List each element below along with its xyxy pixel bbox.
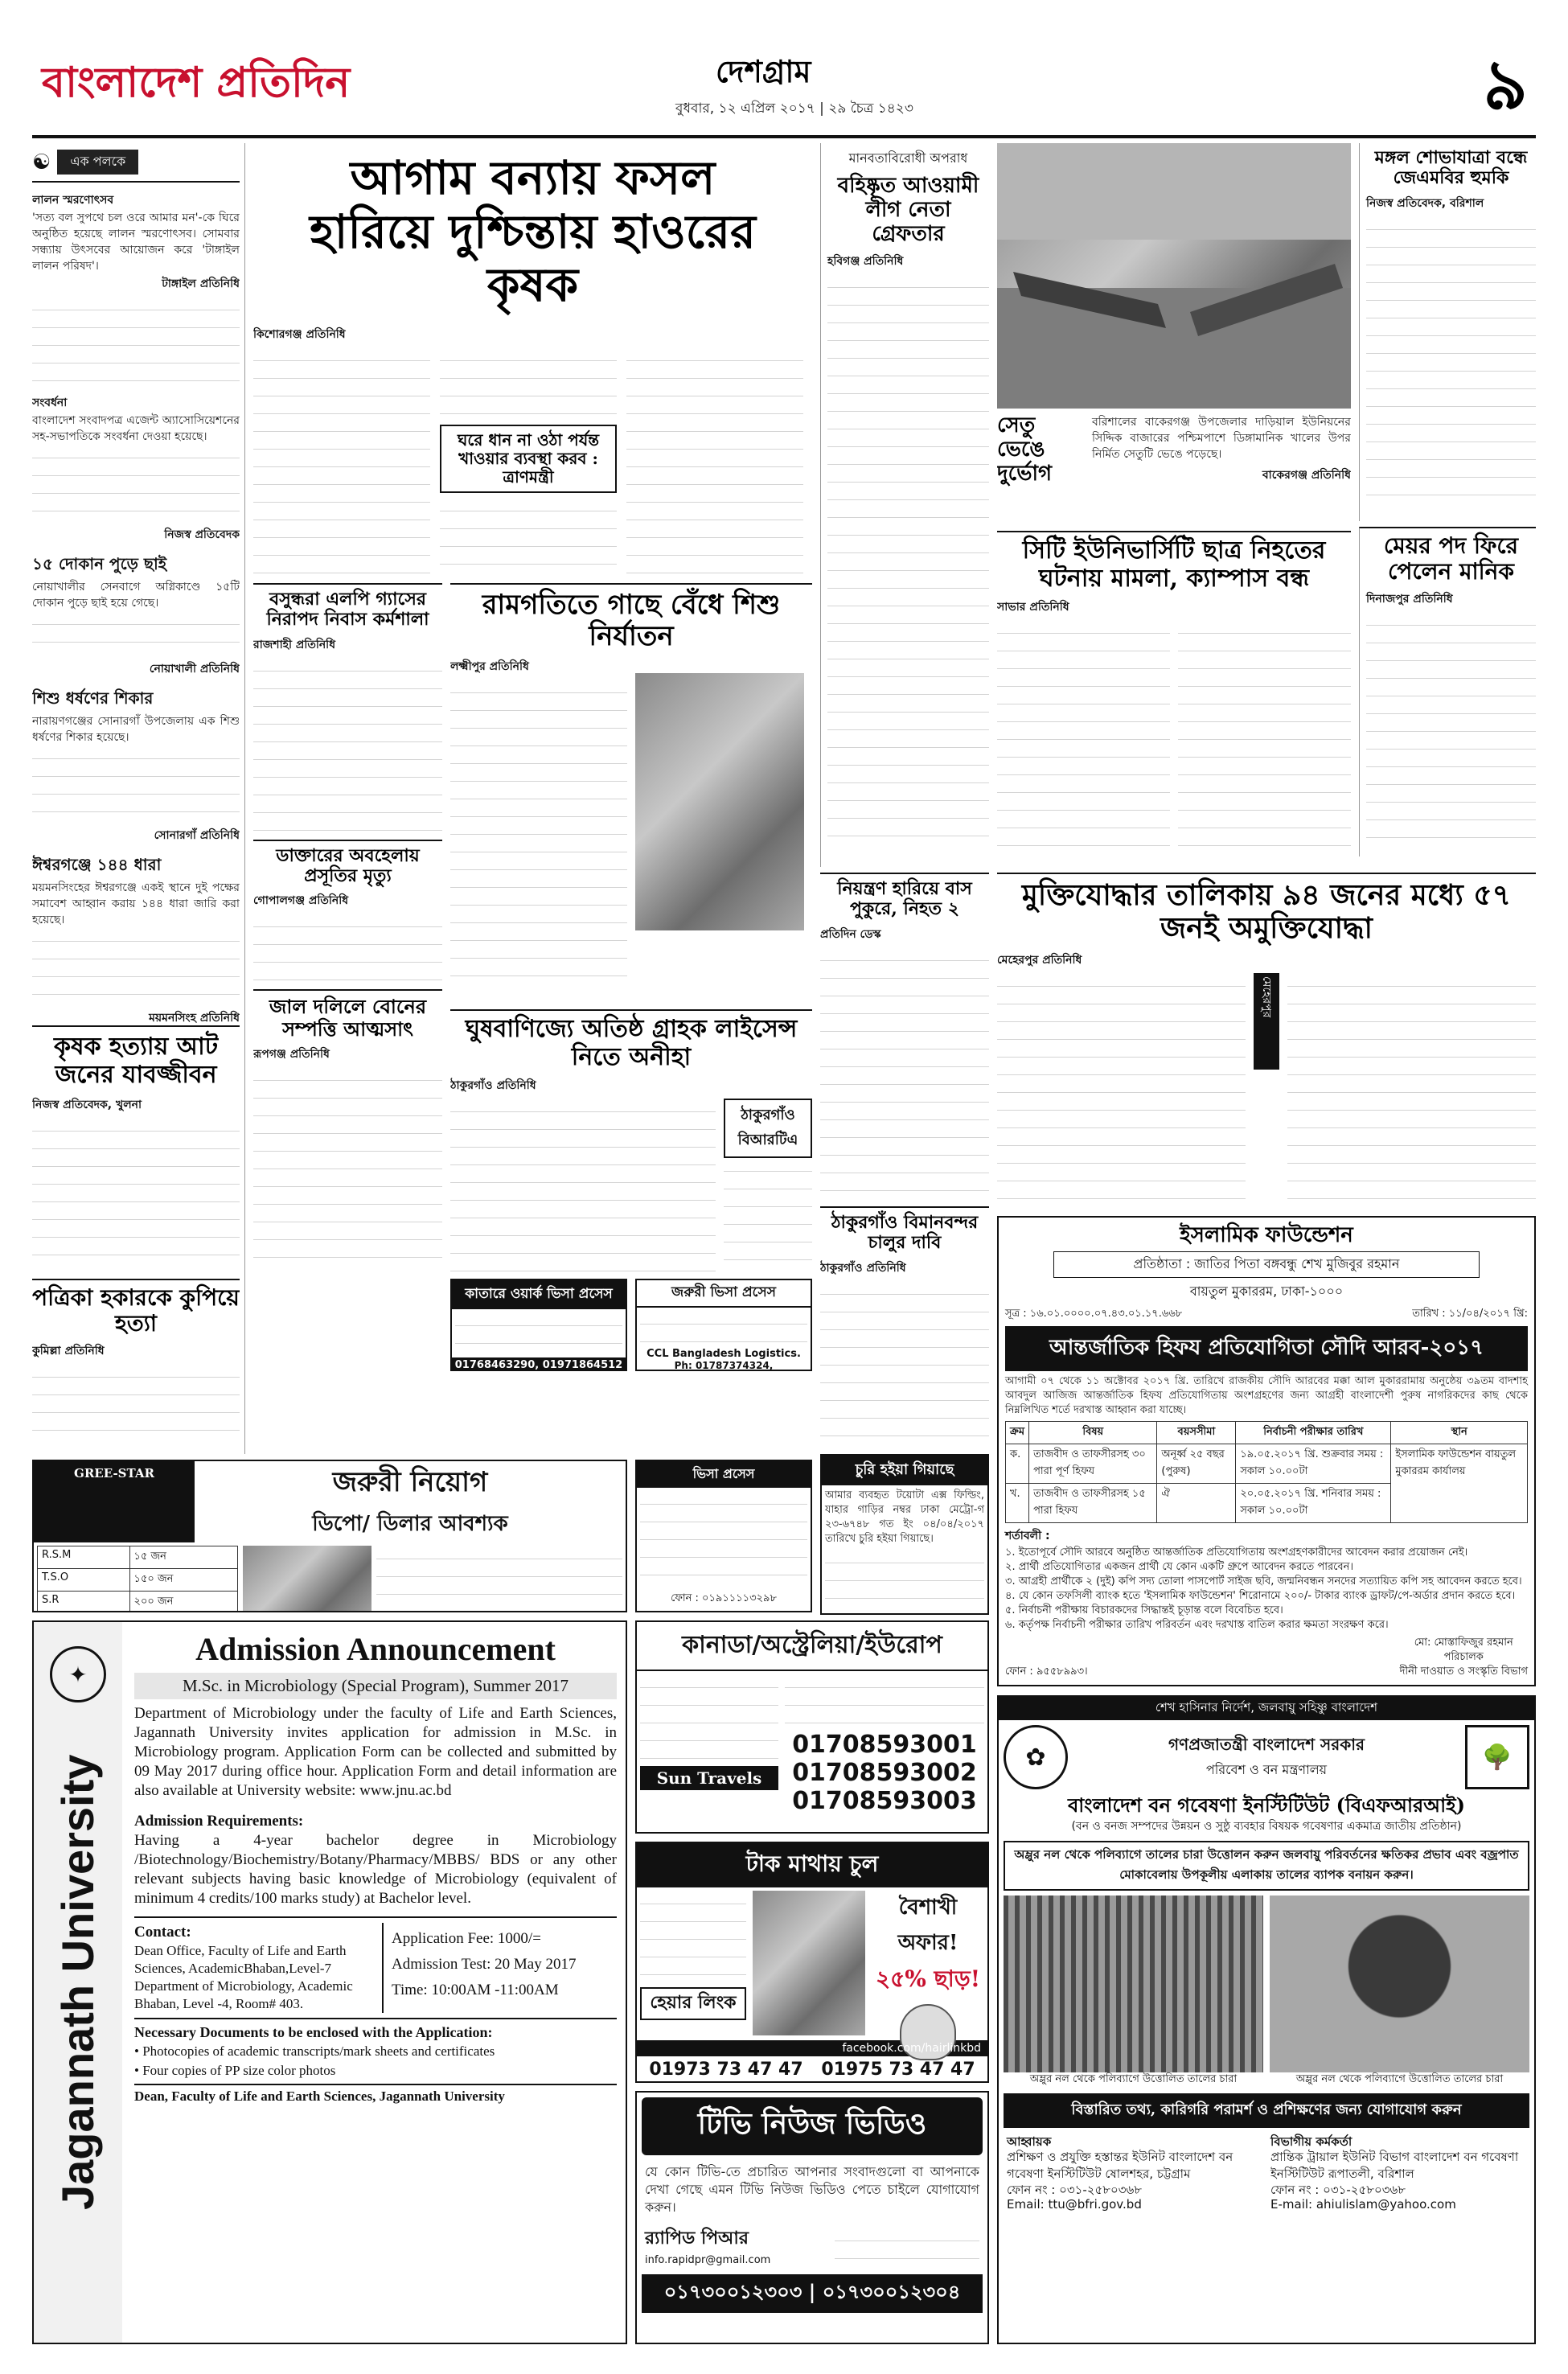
story-body xyxy=(1366,612,1536,853)
story-byline: সাভার প্রতিনিধি xyxy=(997,601,1069,614)
table-cell: ইসলামিক ফাউন্ডেশন বায়তুল মুকাররম কার্যালয় xyxy=(1391,1444,1528,1522)
ad-body: Department of Microbiology under the faculty of Life and Earth Sciences, Jagannath University invites application for admission in M.Sc. in Microbiology program. Application Form can be collected and submitted by 09 May 2017 during office hour. Application Form and detail information are also available at University website: www.jnu.ac.bd xyxy=(134,1705,617,1799)
ad-visa-process-2 xyxy=(635,1460,812,1612)
ad-phone: 01768463290, 01971864512 xyxy=(452,1357,626,1371)
lead-body-col1 xyxy=(253,347,430,577)
story-body-col1 xyxy=(997,620,1170,861)
story-bus xyxy=(820,873,989,1202)
story-headline: ঠাকুরগাঁও বিমানবন্দর চালুর দাবি xyxy=(831,1212,979,1254)
story-headline: মেয়র পদ ফিরে পেলেন মানিক xyxy=(1383,532,1519,585)
table-cell: R.S.M xyxy=(38,1546,130,1569)
contact-left-address: প্রশিক্ষণ ও প্রযুক্তি হস্তান্তর ইউনিট বাংলাদেশ বন গবেষণা ইনস্টিটিউট ষোলশহর, চট্টগ্রাম xyxy=(1007,2149,1233,2181)
mother-headline: ডাক্তারের অবহেলায় প্রসূতির মৃত্যু xyxy=(253,840,442,887)
recruit-table xyxy=(37,1546,238,1612)
notice-intro: আগামী ০৭ থেকে ১১ অক্টোবর ২০১৭ খ্রি. তারিখে রাজকীয় সৌদি আরবের মক্কা আল মুকাররামায় অনুষ্ঠেয় ৩৯তম বাদশাহ আবদুল আজিজ আন্তর্জাতিক হিফয প্রতিযোগিতায় অংশগ্রহণের জন্য আগ্রহী বাংলাদেশী পুরুষ নাগরিকদের কাছ থেকে নিম্নলিখিত শর্তে দরখাস্ত আহ্বান করা যাচ্ছে। xyxy=(1005,1374,1528,1416)
ad-body xyxy=(640,1491,807,1587)
ad-company: র‍্যাপিড পিআর xyxy=(645,2228,749,2249)
story-byline: দিনাজপুর প্রতিনিধি xyxy=(1366,593,1453,606)
brief-text-block xyxy=(32,745,240,826)
table-cell: ২০.০৫.২০১৭ খ্রি. শনিবার সময় : সকাল ১০.০০টা xyxy=(1236,1483,1391,1522)
ad-title: কাতারে ওয়ার্ক ভিসা প্রসেস xyxy=(452,1280,626,1309)
lead-subhead-box xyxy=(440,425,617,493)
documents-head: Necessary Documents to be enclosed with the Application: xyxy=(134,2024,493,2040)
condition-item: ১. ইতোপূর্বে সৌদি আরবে অনুষ্ঠিত আন্তর্জাতিক প্রতিযোগিতায় অংশগ্রহণকারীদের আবেদন করার প্রয়োজন নেই। xyxy=(1005,1546,1468,1559)
story-body-col1 xyxy=(450,1099,716,1275)
ad-address xyxy=(835,2228,979,2263)
table-cell: ১৫ জন xyxy=(129,1546,237,1569)
table-header: বয়সসীমা xyxy=(1157,1421,1236,1444)
notice-org: ইসলামিক ফাউন্ডেশন xyxy=(1180,1223,1353,1247)
story-headline: বসুন্ধরা এলপি গ্যাসের নিরাপদ নিবাস কর্মশালা xyxy=(266,589,429,630)
story-body xyxy=(32,1118,240,1267)
story-body xyxy=(820,947,989,1202)
story-byline: রূপগঞ্জ প্রতিনিধি xyxy=(253,1048,330,1062)
ad-body-right xyxy=(785,1674,984,1731)
briefs-title: এক পলকে xyxy=(57,150,138,175)
story-headline: সিটি ইউনিভার্সিটি ছাত্র নিহতের ঘটনায় মামলা, ক্যাম্পাস বন্ধ xyxy=(1022,536,1326,593)
model-photo xyxy=(753,1891,865,2035)
ad-phone: 01708593001 xyxy=(792,1731,977,1759)
story-body xyxy=(1366,216,1536,506)
ad-govt: গণপ্রজাতন্ত্রী বাংলাদেশ সরকার xyxy=(1168,1735,1365,1754)
notice-body-rest xyxy=(825,1550,984,1606)
ad-phone: ফোন : ০১৯১১১১৩২৯৮ xyxy=(671,1592,777,1604)
brief-head: লালন স্মরণোৎসব xyxy=(32,194,114,207)
section-title: দেশগ্রাম xyxy=(716,53,811,89)
story-byline: প্রতিদিন ডেস্ক xyxy=(820,927,881,941)
ad-discount: ২৫% ছাড়! xyxy=(875,1965,981,1992)
contact-head: Contact: xyxy=(134,1924,191,1941)
ad-title: Admission Announcement xyxy=(195,1631,556,1667)
table-cell: অনূর্ধ্ব ২৫ বছর (পুরুষ) xyxy=(1157,1444,1236,1483)
lead-body-col2b xyxy=(440,498,617,577)
story-body xyxy=(450,680,627,993)
bridge-caption: বরিশালের বাকেরগঞ্জ উপজেলার দাড়িয়াল ইউনিয়নের সিদ্দিক বাজারের পশ্চিমপাশে ডিঙ্গামানিক খালের উপর নির্মিত সেতুটি ভেঙে পড়েছে। xyxy=(1092,416,1351,461)
brief-credit: টাঙ্গাইল প্রতিনিধি xyxy=(162,277,240,290)
condition-item: ৪. যে কোন তফসিলী ব্যাংক হতে 'ইসলামিক ফাউন্ডেশন' শিরোনামে ২০০/- টাকার ব্যাংক ড্রাফট/পে-অর্ডার প্রদান করতে হবে। xyxy=(1005,1589,1516,1602)
brief-body: নারায়ণগঞ্জের সোনারগাঁ উপজেলায় এক শিশু ধর্ষণের শিকার হয়েছে। xyxy=(32,715,240,744)
brief-head: সংবর্ধনা xyxy=(32,396,68,409)
story-byline: নিজস্ব প্রতিবেদক, বরিশাল xyxy=(1366,196,1484,210)
ad-title: টাক মাথায় চুল xyxy=(637,1843,987,1887)
ad-subtitle: ডিপো/ ডিলার আবশ্যক xyxy=(312,1512,508,1536)
lead-story xyxy=(253,143,812,577)
brief-item xyxy=(32,552,240,679)
brief-text-block xyxy=(32,297,240,385)
ad-company: Sun Travels xyxy=(640,1766,778,1790)
ad-canada-australia xyxy=(635,1620,989,1834)
ad-body: যে কোন টিভি-তে প্রচারিত আপনার সংবাদগুলো বা আপনাকে দেখা গেছে এমন টিভি নিউজ ভিডিও পেতে চাইলে যোগাযোগ করুন। xyxy=(645,2164,979,2215)
contact-left-email[interactable]: Email: ttu@bfri.gov.bd xyxy=(1007,2196,1142,2212)
admission-test: Admission Test: 20 May 2017 xyxy=(392,1956,577,1973)
lead-headline: আগাম বন্যায় ফসল হারিয়ে দুশ্চিন্তায় হাওরের কৃষক xyxy=(310,150,756,313)
notice-date: তারিখ : ১১/০৪/২০১৭ খ্রি: xyxy=(1412,1307,1528,1320)
brief-head: শিশু ধর্ষণের শিকার xyxy=(32,688,154,708)
notice-body: আমার ব্যবহৃত টয়োটা এক্স ফিল্ডিং, যাহার গাড়ির নম্বর ঢাকা মেট্রো-গ ২৩-৬৭৪৮ গত ইং ০৪/০৪/২০১৭ তারিখে চুরি হইয়া গিয়াছে। xyxy=(825,1489,984,1545)
story-body-col1 xyxy=(997,973,1246,1206)
ad-org: CCL Bangladesh Logistics. xyxy=(646,1348,801,1360)
photo-caption: অম্লুর নল থেকে পলিব্যাগে উত্তোলিত তালের চারা xyxy=(1295,2072,1504,2085)
story-deed xyxy=(253,989,442,1271)
lead-subhead: ঘরে ধান না ওঠা পর্যন্ত খাওয়ার ব্যবস্থা করব : ত্রাণমন্ত্রী xyxy=(457,430,600,487)
column-rule xyxy=(244,143,245,1454)
document-text: Photocopies of academic transcripts/mark sheets and certificates xyxy=(142,2043,495,2059)
bridge-photo xyxy=(997,143,1351,409)
document-text: Four copies of PP size color photos xyxy=(142,2063,336,2078)
story-headline: কৃষক হত্যায় আট জনের যাবজ্জীবন xyxy=(53,1033,219,1089)
story-byline: কুমিল্লা প্রতিনিধি xyxy=(32,1345,105,1358)
ad-body xyxy=(376,1546,622,1612)
story-hawker xyxy=(32,1279,240,1448)
story-kicker: মানবতাবিরোধী অপরাধ xyxy=(848,150,968,166)
story-procession xyxy=(1359,143,1536,521)
child-photo xyxy=(635,673,804,930)
ad-brand: GREE-STAR xyxy=(34,1461,195,1542)
notice-memo: সূত্র : ১৬.০১.০০০০.০৭.৪৩.০১.১৭.৬৬৮ xyxy=(1005,1307,1183,1320)
story-lpg xyxy=(253,583,442,985)
brief-credit: নিজস্ব প্রতিবেদক xyxy=(164,528,240,541)
bridge-caption-block xyxy=(997,414,1351,523)
competition-table xyxy=(1005,1421,1528,1523)
table-cell: ১৯.০৫.২০১৭ খ্রি. শুক্রবার সময় : সকাল ১০.০০টা xyxy=(1236,1444,1391,1483)
product-photo xyxy=(243,1546,371,1612)
ad-title: বাংলাদেশ বন গবেষণা ইনস্টিটিউট (বিএফআরআই) xyxy=(1067,1793,1466,1817)
lead-body-col2 xyxy=(440,347,617,420)
table-cell: S.R xyxy=(38,1592,130,1613)
masthead-rule xyxy=(32,135,1536,138)
brief-item xyxy=(32,687,240,845)
contact-bar: বিস্তারিত তথ্য, কারিগরি পরামর্শ ও প্রশিক্ষণের জন্য যোগাযোগ করুন xyxy=(1004,2093,1529,2128)
ad-email[interactable]: info.rapidpr@gmail.com xyxy=(645,2254,771,2266)
table-header: স্থান xyxy=(1391,1421,1528,1444)
signer-name: মো: মোস্তাফিজুর রহমান xyxy=(1414,1636,1513,1649)
ad-title: জরুরী ভিসা প্রসেস xyxy=(637,1280,811,1308)
university-vertical-label: Jagannath University xyxy=(34,1622,122,2343)
ad-hair-link xyxy=(635,1842,989,2083)
story-body xyxy=(253,1067,442,1268)
table-cell: তাজবীদ ও তাফসীরসহ ৩০ পারা পূর্ণ হিফয xyxy=(1029,1444,1157,1483)
admission-time: Time: 10:00AM -11:00AM xyxy=(392,1982,559,1998)
story-headline: বহিষ্কৃত আওয়ামী লীগ নেতা গ্রেফতার xyxy=(837,174,979,246)
table-header: ক্রম xyxy=(1006,1421,1029,1444)
story-freedom-fighter xyxy=(997,873,1536,1210)
brief-body: নোয়াখালীর সেনবাগে অগ্নিকাণ্ডে ১৫টি দোকান পুড়ে ছাই হয়ে গেছে। xyxy=(32,581,240,610)
brief-text-block xyxy=(32,445,240,525)
ad-tv-news-video xyxy=(635,2091,989,2344)
ad-jagannath-university xyxy=(32,1620,627,2344)
story-headline: নিয়ন্ত্রণ হারিয়ে বাস পুকুরে, নিহত ২ xyxy=(837,878,972,920)
ad-brand: হেয়ার লিংক xyxy=(640,1987,746,2020)
ad-visa-process-1 xyxy=(635,1279,812,1371)
mother-body xyxy=(253,914,442,985)
story-body-col2 xyxy=(724,1158,812,1275)
brief-credit: সোনারগাঁ প্রতিনিধি xyxy=(154,829,240,842)
brief-credit: নোয়াখালী প্রতিনিধি xyxy=(149,663,240,676)
story-bribe xyxy=(450,1009,812,1275)
contact-dept: Department of Microbiology, Academic Bhaban, Level -4, Room# 403. xyxy=(134,1978,353,2011)
story-body xyxy=(32,1364,240,1448)
story-byline: হবিগঞ্জ প্রতিনিধি xyxy=(827,254,904,268)
requirements-body: Having a 4-year bachelor degree in Microbiology /Biotechnology/Biochemistry/Botany/Pharmacy/MBBS/ BDS or any other relevant subjects having basic knowledge of Microbiology (equivalent of minimum 4 credits/100 marks study) at Bachelor level. xyxy=(134,1832,617,1907)
table-cell: ১৫০ জন xyxy=(129,1569,237,1592)
story-headline: ঘুষবাণিজ্যে অতিষ্ঠ গ্রাহক লাইসেন্স নিতে অনীহা xyxy=(465,1015,798,1071)
ad-tagline: (বন ও বনজ সম্পদের উন্নয়ন ও সুষ্ঠু ব্যবহার বিষয়ক গবেষণার একমাত্র জাতীয় প্রতিষ্ঠান) xyxy=(1071,1819,1462,1833)
brief-text-block xyxy=(32,928,240,1008)
story-byline: ঠাকুরগাঁও প্রতিনিধি xyxy=(820,1261,906,1275)
brief-body: 'সত্য বল সুপথে চল ওরে আমার মন'-কে ঘিরে অনুষ্ঠিত হয়েছে লালন স্মরণোৎসব। সোমবার সন্ধ্যায় উৎসবের আয়োজন করে 'টাঙ্গাইল লালন পরিষদ'। xyxy=(32,212,240,273)
story-byline: লক্ষ্মীপুর প্রতিনিধি xyxy=(450,660,529,674)
collapsed-bridge-image xyxy=(997,143,1351,409)
brief-body: ময়মনসিংহের ঈশ্বরগঞ্জে একই স্থানে দুই পক্ষের সমাবেশ আহ্বান করায় ১৪৪ ধারা জারি করা হয়েছে। xyxy=(32,881,240,926)
side-tag: মেহেরপুর xyxy=(1254,973,1279,1070)
notice-banner: আন্তর্জাতিক হিফয প্রতিযোগিতা সৌদি আরব-২০১৭ xyxy=(1005,1326,1528,1371)
ad-message: অম্লুর নল থেকে পলিব্যাগে তালের চারা উত্তোলন করুন জলবায়ু পরিবর্তনের ক্ষতিকর প্রভাব এবং বজ্রপাত মোকাবেলায় উপকূলীয় এলাকায় তালের ব্যাপক বনায়ন করুন। xyxy=(1004,1841,1529,1891)
ad-title: কানাডা/অস্ট্রেলিয়া/ইউরোপ xyxy=(637,1622,987,1671)
notice-address: বায়তুল মুকাররম, ঢাকা-১০০০ xyxy=(1189,1283,1344,1299)
ad-slogan: শেখ হাসিনার নির্দেশ, জলবায়ু সহিষ্ণু বাংলাদেশ xyxy=(999,1697,1534,1720)
story-body xyxy=(253,658,442,835)
story-byline: ঠাকুরগাঁও প্রতিনিধি xyxy=(450,1079,536,1092)
contact-left-head: আহ্বায়ক xyxy=(1007,2134,1052,2149)
signer-dept: দীনী দাওয়াত ও সংস্কৃতি বিভাগ xyxy=(1399,1665,1528,1678)
contact-right-phone: ফোন নং : ০৩১-২৫৮০৩৬৮ xyxy=(1270,2182,1406,2197)
requirements-head: Admission Requirements: xyxy=(134,1813,304,1830)
story-mayor xyxy=(1359,527,1536,856)
ad-bfri xyxy=(997,1695,1536,2344)
contact-left-phone: ফোন নং : ০৩১-২৫৮০৩৬৮ xyxy=(1007,2182,1142,2197)
ad-title: ভিসা প্রসেস xyxy=(637,1461,811,1488)
story-awami xyxy=(820,143,989,867)
ad-ministry: পরিবেশ ও বন মন্ত্রণালয় xyxy=(1205,1762,1328,1777)
condition-item: ৬. কর্তৃপক্ষ নির্বাচনী পরীক্ষার তারিখ পরিবর্তন এবং দরখাস্ত বাতিল করার ক্ষমতা সংরক্ষণ করে। xyxy=(1005,1618,1389,1631)
story-body-col2 xyxy=(1287,973,1536,1206)
document-item: • Photocopies of academic transcripts/mark sheets and certificates xyxy=(134,2043,495,2059)
spiral-icon: ☯ xyxy=(32,150,51,175)
table-cell: ক. xyxy=(1006,1444,1029,1483)
story-headline: মুক্তিযোদ্ধার তালিকায় ৯৪ জনের মধ্যে ৫৭ জনই অমুক্তিযোদ্ধা xyxy=(1021,878,1512,946)
photo-caption: অম্লুর নল থেকে পলিব্যাগে উত্তোলিত তালের চারা xyxy=(1029,2072,1238,2085)
contact-right-head: বিভাগীয় কর্মকর্তা xyxy=(1270,2134,1353,2149)
story-body-col2 xyxy=(1178,620,1351,861)
table-row xyxy=(1006,1444,1528,1483)
brief-item xyxy=(32,853,240,1028)
ad-footer: Dean, Faculty of Life and Earth Sciences, Jagannath University xyxy=(134,2084,617,2106)
notice-islamic-foundation xyxy=(997,1216,1536,1686)
brief-credit: ময়মনসিংহ প্রতিনিধি xyxy=(149,1012,240,1025)
university-logo: ✦ xyxy=(50,1646,106,1702)
story-byline: নিজস্ব প্রতিবেদক, খুলনা xyxy=(32,1099,142,1111)
govt-seal: ✿ xyxy=(1004,1725,1068,1789)
story-body xyxy=(820,1281,989,1442)
table-header: বিষয় xyxy=(1029,1421,1157,1444)
bridge-credit: বাকেরগঞ্জ প্রতিনিধি xyxy=(1262,469,1351,482)
ad-title: জরুরী নিয়োগ xyxy=(332,1466,488,1498)
issue-date: বুধবার, ১২ এপ্রিল ২০১৭ | ২৯ চৈত্র ১৪২৩ xyxy=(675,101,913,117)
story-tag: ঠাকুরগাঁও বিআরটিএ xyxy=(724,1099,812,1158)
ad-qatar-visa xyxy=(450,1279,627,1371)
mother-byline: গোপালগঞ্জ প্রতিনিধি xyxy=(253,894,349,908)
conditions-head: শর্তাবলী : xyxy=(1005,1529,1050,1542)
ad-subtitle: M.Sc. in Microbiology (Special Program), Summer 2017 xyxy=(134,1673,617,1699)
document-item: • Four copies of PP size color photos xyxy=(134,2063,336,2078)
bridge-caption-head: সেতু ভেঙে দুর্ভোগ xyxy=(997,414,1053,486)
brief-body: বাংলাদেশ সংবাদপত্র এজেন্ট অ্যাসোসিয়েশনের সহ-সভাপতিকে সংবর্ধনা দেওয়া হয়েছে। xyxy=(32,414,240,443)
story-city-univ xyxy=(997,531,1351,869)
ad-phone: Ph: 01787374324, xyxy=(674,1360,774,1371)
table-cell: তাজবীদ ও তাফসীরসহ ১৫ পারা হিফয xyxy=(1029,1483,1157,1522)
ad-phone: 01975 73 47 47 xyxy=(821,2060,975,2080)
condition-item: ৫. নির্বাচনী পরীক্ষায় বিচারকদের সিদ্ধান্তই চূড়ান্ত বলে বিবেচিত হবে। xyxy=(1005,1604,1283,1616)
seedling-photo-1 xyxy=(1004,1896,1263,2072)
ad-web[interactable]: facebook.com/hairlinkbd xyxy=(637,2040,987,2056)
story-byline: মেহেরপুর প্রতিনিধি xyxy=(997,953,1082,967)
ad-phone: ০১৭৩০০১২৩০৩ | ০১৭৩০০১২৩০৪ xyxy=(642,2274,983,2313)
ad-phone: 01708593003 xyxy=(792,1787,977,1815)
story-child-abuse xyxy=(450,583,812,1005)
newspaper-logo: বাংলাদেশ প্রতিদিন xyxy=(42,58,351,107)
lead-byline: কিশোরগঞ্জ প্রতিনিধি xyxy=(253,328,346,342)
story-body xyxy=(827,274,989,853)
brief-head: ১৫ দোকান পুড়ে ছাই xyxy=(32,554,167,573)
notice-founder: প্রতিষ্ঠাতা : জাতির পিতা বঙ্গবন্ধু শেখ মুজিবুর রহমান xyxy=(1053,1251,1480,1278)
brief-text-block xyxy=(32,611,240,659)
masthead xyxy=(32,32,1536,129)
story-headline: রামগতিতে গাছে বেঁধে শিশু নির্যাতন xyxy=(482,589,781,653)
ad-offer: বৈশাখী অফার! xyxy=(897,1896,958,1955)
application-fee: Application Fee: 1000/= xyxy=(392,1930,541,1947)
ad-title: টিভি নিউজ ভিডিও xyxy=(642,2097,983,2155)
condition-item: ৩. আগ্রহী প্রার্থীকে ২ (দুই) কপি সদ্য তোলা পাসপোর্ট সাইজ ছবি, জন্মনিবন্ধন সনদের সত্যায়িত কপি সহ আবেদন করতে হবে। xyxy=(1005,1575,1522,1587)
ad-body xyxy=(640,1891,746,1987)
ad-body xyxy=(640,1674,778,1763)
table-cell: T.S.O xyxy=(38,1569,130,1592)
contact-right-address: প্রান্তিক ট্রায়াল ইউনিট বিভাগ বাংলাদেশ বন গবেষণা ইনস্টিটিউট রূপাতলী, বরিশাল xyxy=(1270,2149,1519,2181)
condition-item: ২. প্রার্থী প্রতিযোগিতার একজন প্রার্থী যে কোন একটি গ্রুপে আবেদন করতে পারবেন। xyxy=(1005,1560,1354,1573)
story-headline: মঙ্গল শোভাযাত্রা বন্ধে জেএমবির হুমকি xyxy=(1374,147,1528,189)
story-byline: রাজশাহী প্রতিনিধি xyxy=(253,638,336,651)
ad-phone: 01708593002 xyxy=(792,1759,977,1787)
brief-item xyxy=(32,393,240,544)
story-headline: পত্রিকা হকারকে কুপিয়ে হত্যা xyxy=(32,1284,240,1337)
table-cell: ২০০ জন xyxy=(129,1592,237,1613)
contact-right-email[interactable]: E-mail: ahiulislam@yahoo.com xyxy=(1270,2196,1456,2212)
table-cell: খ. xyxy=(1006,1483,1029,1522)
seedling-photo-2 xyxy=(1270,1896,1529,2072)
story-airport xyxy=(820,1206,989,1448)
brief-head: ঈশ্বরগঞ্জে ১৪৪ ধারা xyxy=(32,855,162,874)
ad-recruitment xyxy=(32,1460,627,1612)
brief-item xyxy=(32,191,240,385)
lead-body-col3 xyxy=(626,347,803,577)
signer-title: পরিচালক xyxy=(1443,1650,1484,1663)
ad-phone: 01973 73 47 47 xyxy=(649,2060,803,2080)
ad-body xyxy=(455,1312,622,1354)
page-number: ৯ xyxy=(1483,44,1528,125)
story-headline: জাল দলিলে বোনের সম্পত্তি আত্মসাৎ xyxy=(269,995,427,1041)
notice-phone: ফোন : ৯৫৫৮৯৯৩। xyxy=(1005,1665,1088,1678)
bfri-logo: 🌳 xyxy=(1465,1725,1529,1789)
notice-title: চুরি হইয়া গিয়াছে xyxy=(822,1456,987,1485)
table-cell: ঐ xyxy=(1157,1483,1236,1522)
story-farmer-murder xyxy=(32,1025,240,1267)
ad-body xyxy=(640,1311,807,1345)
notice-stolen-car xyxy=(820,1454,989,1615)
contact-dean: Dean Office, Faculty of Life and Earth Sciences, AcademicBhaban,Level-7 xyxy=(134,1943,347,1976)
briefs-header xyxy=(32,143,240,183)
table-header: নির্বাচনী পরীক্ষার তারিখ xyxy=(1236,1421,1391,1444)
